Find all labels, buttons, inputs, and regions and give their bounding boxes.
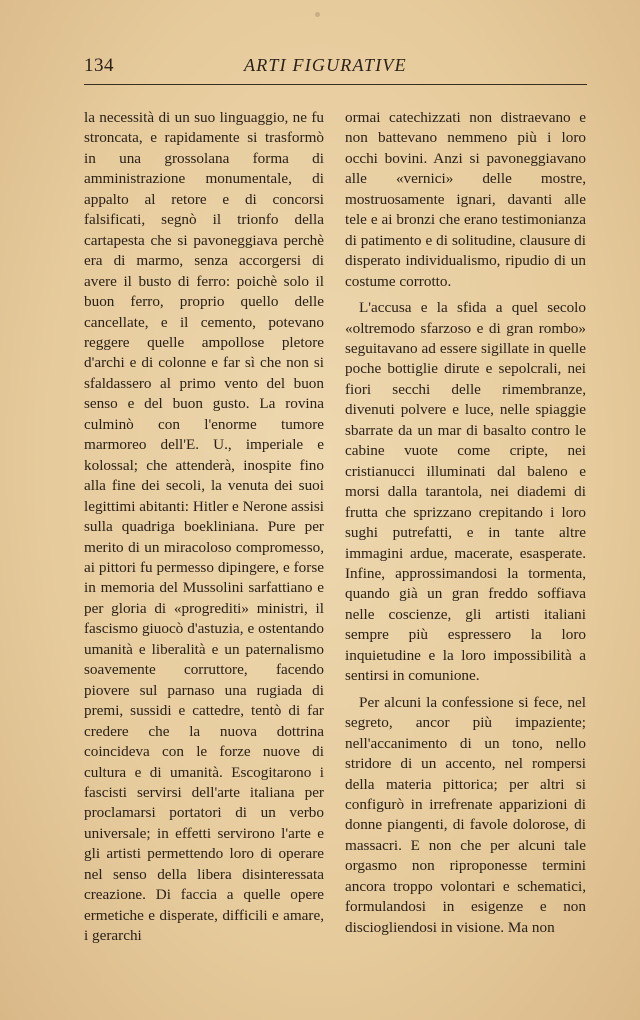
- body-paragraph: Per alcuni la confessione si fece, nel segreto, ancor più impaziente; nell'accanimento di un tono, nello stridore di un accento, nel rompersi della materia pittorica; per altri si configurò in irrefrenate apparizioni di donne piangenti, di favole dolorose, di massacri. E non che per alcuni tale orgasmo non riproponesse termini ancora troppo volontari e schematici, formulandosi in esigenze e non disciogliendosi in visione. Ma non: [345, 693, 586, 936]
- body-paragraph: L'accusa e la sfida a quel secolo «oltremodo sfarzoso e di gran rombo» seguitavano ad essere sigillate in quelle poche bottiglie dirute e sepolcrali, nei fiori secchi delle rimembranze, divenuti polvere e luce, nelle spiaggie sbarrate da un mar di basalto contro le cabine vuote come cripte, nei cristianucci illuminati dal baleno e morsi dalla tarantola, nei diademi di frutta che sprizzano crepitando i loro sughi putrefatti, e in tante altre immagini ardue, macerate, esasperate. Infine, approssimandosi la tormenta, quando già un gran freddo soffiava nelle coscienze, gli artisti italiani sempre più espressero la loro inquietudine e la loro impossibilità a sentirsi in comunione.: [345, 299, 586, 685]
- body-paragraph: la necessità di un suo linguaggio, ne fu stroncata, e rapidamente si trasformò in una grossolana forma di amministrazione monumentale, di appalto al retore e di concorsi falsificati, segnò il trionfo della cartapesta che si pavoneggiava perchè era di marmo, senza accorgersi di avere il busto di ferro: poichè solo il buon ferro, proprio quello delle cancellate, e il cemento, potevano reggere quelle ampollose pletore d'archi e di colonne e far sì che non si sfaldassero al primo vento del buon senso e del buon gusto. La rovina culminò con l'enorme tumore marmoreo dell'E. U., imperiale e kolossal; che attenderà, inospite fino alla fine dei secoli, la venuta dei suoi legittimi abitanti: Hitler e Nerone assisi sulla quadriga boekliniana. Pure per merito di un miracoloso compromesso, ai pittori fu permesso dipingere, e forse in memoria del Mussolini sarfattiano e per gloria di «progrediti» ministri, il fascismo giuocò d'astuzia, e ostentando umanità e liberalità e un paternalismo soavemente corruttore, facendo piovere sul parnaso una rugiada di premi, sussidi e cattedre, tentò di far credere che la nuova dottrina coincideva con le forze nuove di cultura e di umanità. Escogitarono i fascisti servirsi dell'arte italiana per proclamarsi portatori di un verbo universale; in effetti servirono l'arte e gli artisti permettendo loro di operare nel senso della libera disinteressata creazione. Di faccia a quelle opere ermetiche e disperate, difficili e amare, i gerarchi: [84, 109, 324, 945]
- running-title: ARTI FIGURATIVE: [244, 55, 407, 75]
- paper-blemish: [315, 12, 320, 17]
- left-column: [84, 108, 324, 947]
- right-column: [345, 108, 586, 938]
- page-header: [84, 52, 587, 85]
- page-number: 134: [84, 55, 114, 76]
- body-paragraph: ormai catechizzati non distraevano e non battevano nemmeno più i loro occhi bovini. Anzi si pavoneggiavano alle «vernici» delle mostre, mostruosamente ignari, davanti alle tele e ai bronzi che erano testimonianza di patimento e di solitudine, clausure di disperato individualismo, ripudio di un costume corrotto.: [345, 109, 586, 290]
